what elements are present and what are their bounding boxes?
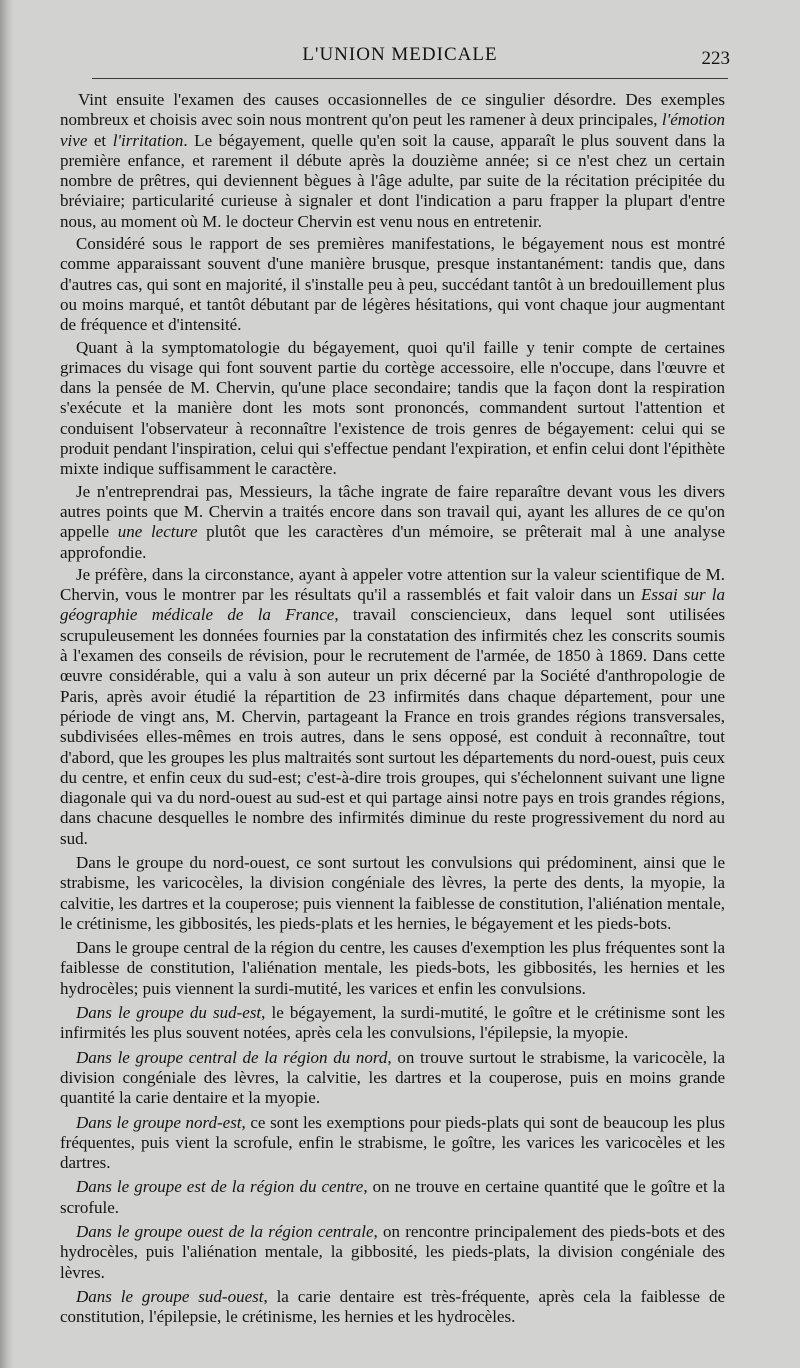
running-title: L'UNION MEDICALE (302, 44, 498, 65)
paragraph: Dans le groupe du nord-ouest, ce sont surtout les convulsions qui prédominent, ainsi que le strabisme, les varicocèles, la division congéniale des lèvres, la perte des dents, la myopie, la calvitie, les dartres et la couperose; puis viennent la faiblesse de constitution, l'aliénation mentale, le crétinisme, les gibbosités, les pieds-plats et les hernies, le bégayement et les pieds-bots. (60, 852, 725, 933)
italic-phrase: Dans le groupe ouest de la région centrale (76, 1222, 374, 1242)
paragraph: Dans le groupe est de la région du centre, on ne trouve en certaine quantité que le goître et la scrofule. (60, 1177, 725, 1217)
page-number: 223 (701, 48, 730, 69)
italic-phrase: Essai sur la géographie médicale de la France (60, 585, 726, 625)
paragraph: Je n'entreprendrai pas, Messieurs, la tâche ingrate de faire reparaître devant vous les divers autres points que M. Chervin a traités encore dans son travail qui, ayant les allures de ce qu'on appelle une lecture plutôt que les caractères d'un mémoire, se prêterait mal à une analyse approfondie. (60, 481, 725, 562)
paragraph: Considéré sous le rapport de ses premières manifestations, le bégayement nous est montré comme apparaissant souvent d'une manière brusque, presque instantanément: tandis que, dans d'autres cas, qui sont en majorité, il s'installe peu à peu, succédant tantôt à un bredouillement plus ou moins marqué, et tantôt débutant par de légères hésitations, qui vont chaque jour augmentant de fréquence et d'intensité. (60, 234, 725, 335)
italic-phrase: Dans le groupe sud-ouest (76, 1286, 264, 1306)
italic-phrase: Dans le groupe nord-est (76, 1112, 242, 1132)
paragraph: Dans le groupe central de la région du nord, on trouve surtout le strabisme, la varicocèle, la division congéniale des lèvres, la calvitie, les dartres et la couperose, puis en moins grande quantité la carie dentaire et la myopie. (60, 1047, 725, 1108)
paragraph: Dans le groupe nord-est, ce sont les exemptions pour pieds-plats qui sont de beaucoup les plus fréquentes, puis vient la scrofule, enfin le strabisme, le goître, les varices les varicocèles et les dartres. (60, 1112, 725, 1173)
body-text (60, 90, 725, 1330)
page-header (60, 44, 740, 74)
italic-phrase: Dans le groupe est de la région du centre (76, 1177, 364, 1197)
paragraph: Dans le groupe central de la région du centre, les causes d'exemption les plus fréquentes sont la faiblesse de constitution, l'aliénation mentale, les pieds-bots, les gibbosités, les hernies et les hydrocèles; puis viennent la surdi-mutité, les varices et enfin les convulsions. (60, 938, 725, 998)
paragraph: Vint ensuite l'examen des causes occasionnelles de ce singulier désordre. Des exemples nombreux et choisis avec soin nous montrent qu'on peut les ramener à deux principales, l'émotion vive et l'irritation. Le bégayement, quelle qu'en soit la cause, apparaît le plus souvent dans la première enfance, et rarement il débute après la douzième année; si ce n'est chez un certain nombre de prêtres, qui deviennent bègues à l'âge adulte, par suite de la récitation précipitée du bréviaire; particularité curieuse à signaler et dont l'indication a paru frapper la plupart d'entre nous, au moment où M. le docteur Chervin est venu nous en entretenir. (60, 90, 725, 231)
italic-phrase: une lecture (117, 522, 198, 542)
paragraph: Dans le groupe ouest de la région centrale, on rencontre principalement des pieds-bots et des hydrocèles, puis l'aliénation mentale, la gibbosité, les pieds-plats, la division congéniale des lèvres. (60, 1222, 725, 1282)
paragraph: Dans le groupe du sud-est, le bégayement, la surdi-mutité, le goître et le crétinisme sont les infirmités les plus souvent notées, après cela les convulsions, l'épilepsie, la myopie. (60, 1003, 725, 1043)
paragraph: Dans le groupe sud-ouest, la carie dentaire est très-fréquente, après cela la faiblesse de constitution, l'épilepsie, le crétinisme, les hernies et les hydrocèles. (60, 1286, 725, 1327)
header-rule (92, 78, 728, 79)
italic-phrase: l'irritation (112, 130, 184, 150)
page-binding-shadow (0, 0, 14, 1368)
italic-phrase: Dans le groupe du sud-est (76, 1003, 262, 1023)
paragraph: Quant à la symptomatologie du bégayement, quoi qu'il faille y tenir compte de certaines grimaces du visage qui font souvent partie du cortège accessoire, elle n'occupe, dans l'œuvre et dans la pensée de M. Chervin, qu'une place secondaire; tandis que la façon dont la respiration s'exécute et la manière dont les mots sont prononcés, commandent surtout l'attention et conduisent l'observateur à reconnaître l'existence de trois genres de bégayement: celui qui se produit pendant l'inspiration, celui qui s'effectue pendant l'expiration, et enfin celui dont l'épithète mixte indique suffisamment le caractère. (60, 337, 725, 479)
italic-phrase: l'émotion vive (60, 110, 725, 150)
paragraph: Je préfère, dans la circonstance, ayant à appeler votre attention sur la valeur scientifique de M. Chervin, vous le montrer par les résultats qu'il a rassemblés et fait valoir dans un Essai sur la géographie médicale de la France, travail consciencieux, dans lequel sont utilisées scrupuleusement les données fournies par la constatation des infirmités chez les conscrits soumis à l'examen des conseils de révision, pour le recrutement de l'armée, de 1850 à 1869. Dans cette œuvre considérable, qui a valu à son auteur un prix décerné par la Société d'anthropologie de Paris, après avoir étudié la répartition de 23 infirmités dans chaque département, pour une période de vingt ans, M. Chervin, partageant la France en trois grandes régions transversales, subdivisées elles-mêmes en trois autres, dans le sens opposé, est conduit à reconnaître, tout d'abord, que les groupes les plus maltraités sont surtout les départements du nord-ouest, puis ceux du centre, et enfin ceux du sud-est; c'est-à-dire trois groupes, qui s'échelonnent suivant une ligne diagonale qui va du nord-ouest au sud-est et qui partage ainsi notre pays en trois grandes régions, dans chacune desquelles le nombre des infirmités diminue du reste progressivement du nord au sud. (60, 564, 726, 848)
italic-phrase: Dans le groupe central de la région du nord (76, 1047, 388, 1067)
